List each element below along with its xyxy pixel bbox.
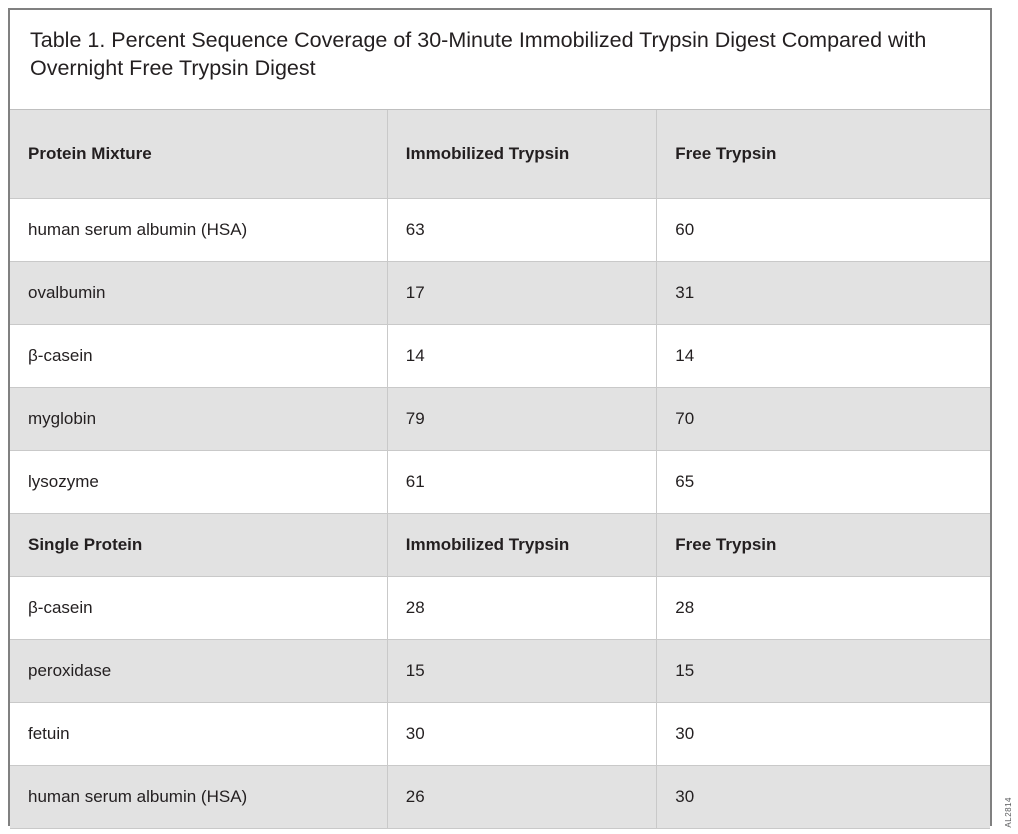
- cell-immobilized-value: 17: [387, 261, 657, 324]
- column-header-immobilized-trypsin-2: Immobilized Trypsin: [387, 513, 657, 576]
- cell-immobilized-value: 63: [387, 198, 657, 261]
- cell-protein-name: lysozyme: [10, 450, 387, 513]
- table-caption: Table 1. Percent Sequence Coverage of 30-Minute Immobilized Trypsin Digest Compared with Overnight Free Trypsin Digest: [10, 10, 990, 110]
- document-code-label: AL2814: [1004, 797, 1013, 828]
- cell-immobilized-value: 14: [387, 324, 657, 387]
- cell-protein-name: human serum albumin (HSA): [10, 765, 387, 828]
- table-row: [10, 198, 990, 261]
- cell-immobilized-value: 26: [387, 765, 657, 828]
- cell-immobilized-value: 15: [387, 639, 657, 702]
- column-header-protein-mixture: Protein Mixture: [10, 110, 387, 198]
- cell-protein-name: ovalbumin: [10, 261, 387, 324]
- cell-protein-name: human serum albumin (HSA): [10, 198, 387, 261]
- table-row: [10, 576, 990, 639]
- cell-protein-name: fetuin: [10, 702, 387, 765]
- cell-immobilized-value: 30: [387, 702, 657, 765]
- cell-protein-name: peroxidase: [10, 639, 387, 702]
- table-row: [10, 261, 990, 324]
- column-header-single-protein: Single Protein: [10, 513, 387, 576]
- cell-free-value: 15: [657, 639, 990, 702]
- column-header-immobilized-trypsin: Immobilized Trypsin: [387, 110, 657, 198]
- table-row: [10, 450, 990, 513]
- table-row: [10, 702, 990, 765]
- cell-free-value: 60: [657, 198, 990, 261]
- coverage-table: [10, 110, 990, 829]
- cell-protein-name: β-casein: [10, 576, 387, 639]
- cell-free-value: 31: [657, 261, 990, 324]
- table-row: [10, 765, 990, 828]
- table-subheader-row: [10, 513, 990, 576]
- cell-free-value: 65: [657, 450, 990, 513]
- table-container: [8, 8, 992, 826]
- cell-free-value: 28: [657, 576, 990, 639]
- table-header-row: [10, 110, 990, 198]
- cell-free-value: 14: [657, 324, 990, 387]
- column-header-free-trypsin: Free Trypsin: [657, 110, 990, 198]
- cell-protein-name: myglobin: [10, 387, 387, 450]
- table-row: [10, 324, 990, 387]
- column-header-free-trypsin-2: Free Trypsin: [657, 513, 990, 576]
- cell-immobilized-value: 79: [387, 387, 657, 450]
- table-row: [10, 387, 990, 450]
- table-row: [10, 639, 990, 702]
- cell-immobilized-value: 28: [387, 576, 657, 639]
- cell-immobilized-value: 61: [387, 450, 657, 513]
- cell-free-value: 30: [657, 702, 990, 765]
- cell-free-value: 30: [657, 765, 990, 828]
- cell-protein-name: β-casein: [10, 324, 387, 387]
- cell-free-value: 70: [657, 387, 990, 450]
